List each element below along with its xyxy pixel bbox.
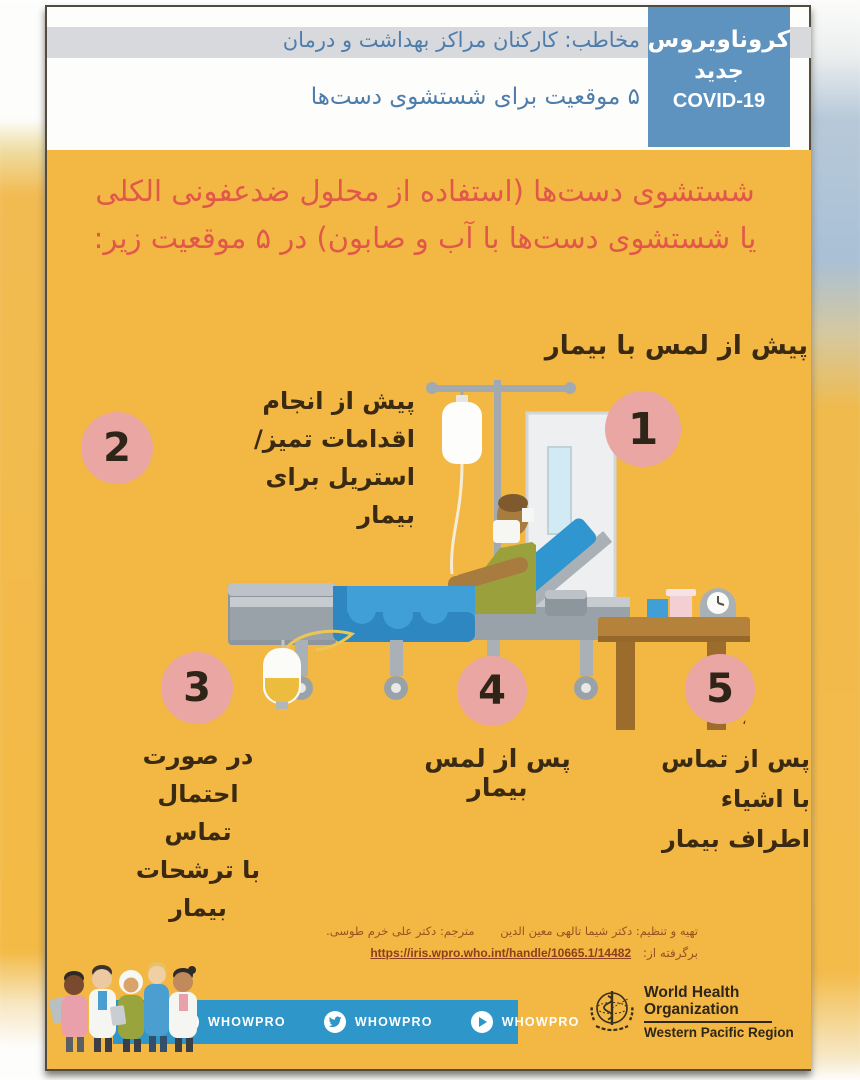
main-title-line2: یا شستشوی دست‌ها با آب و صابون) در ۵ موقعیت زیر: — [93, 221, 757, 255]
step-number: 3 — [183, 665, 211, 711]
source-label: برگرفته از: — [642, 946, 698, 960]
step-circle-1 — [605, 391, 681, 467]
badge-line2: جدید — [694, 59, 744, 84]
bed-legs — [289, 640, 598, 700]
social-item-twitter — [324, 1011, 433, 1033]
step-label-2: پیش از انجام اقدامات تمیز/ استریل برای بیمار — [254, 387, 415, 529]
prepared-by: تهیه و تنظیم: دکتر شیما تالهی معین الدین — [500, 924, 698, 938]
worker-hijab — [110, 970, 144, 1052]
social-item-youtube — [471, 1011, 580, 1033]
twitter-icon — [324, 1011, 346, 1033]
step-circle-2 — [81, 412, 153, 484]
audience-line: مخاطب: کارکنان مراکز بهداشت و درمان — [282, 28, 640, 52]
worker-doctor-female — [169, 966, 197, 1052]
who-name-line2: Organization — [644, 1001, 739, 1018]
stray-mark: ، — [742, 712, 747, 728]
step-label-4: پس از لمس بیمار — [424, 744, 571, 802]
healthcare-workers-illustration — [50, 958, 200, 1056]
blurred-left-margin — [0, 0, 46, 1080]
who-logo-lockup — [588, 984, 794, 1040]
twitter-handle: WHOWPRO — [354, 1015, 433, 1029]
iv-bag — [442, 395, 482, 574]
who-name-line1: World Health — [644, 984, 740, 1001]
source-url-link[interactable]: https://iris.wpro.who.int/handle/10665.1/14482 — [370, 946, 632, 960]
step-circle-4 — [457, 656, 527, 726]
step-number: 4 — [478, 668, 506, 714]
step-number: 1 — [627, 403, 659, 455]
main-title — [75, 168, 775, 262]
youtube-handle: WHOWPRO — [501, 1015, 580, 1029]
clock — [700, 588, 736, 620]
step-number: 5 — [706, 666, 734, 712]
iv-tube — [452, 464, 462, 574]
worker-nurse-male — [144, 962, 169, 1052]
step-label-1: پیش از لمس با بیمار — [544, 331, 808, 361]
covid19-badge — [648, 7, 790, 147]
youtube-icon — [471, 1011, 493, 1033]
step-circle-3 — [161, 652, 233, 724]
credits-line — [326, 924, 698, 938]
worker-clipboard — [50, 971, 88, 1052]
pink-container — [670, 593, 692, 620]
main-title-line1: شستشوی دست‌ها (استفاده از محلول ضدعفونی الکلی — [95, 174, 755, 208]
step-label-5: پس از تماس با اشیاء اطراف بیمار — [661, 745, 810, 853]
face-mask — [493, 520, 520, 543]
badge-line1: کروناویروس — [647, 27, 790, 53]
translator: مترجم: دکتر علی خرم طوسی. — [326, 924, 475, 938]
who-emblem — [588, 984, 636, 1034]
facebook-handle: WHOWPRO — [208, 1015, 286, 1029]
who-region: Western Pacific Region — [644, 1025, 794, 1040]
badge-line3: COVID-19 — [672, 90, 766, 112]
step-number: 2 — [103, 425, 131, 471]
step-label-3: در صورت احتمال تماس با ترشحات بیمار — [135, 742, 261, 922]
who-logo-rule — [644, 1021, 772, 1023]
blurred-right-margin — [810, 0, 860, 1080]
poster-subtitle: ۵ موقعیت برای شستشوی دست‌ها — [310, 84, 640, 110]
source-line — [366, 946, 698, 960]
